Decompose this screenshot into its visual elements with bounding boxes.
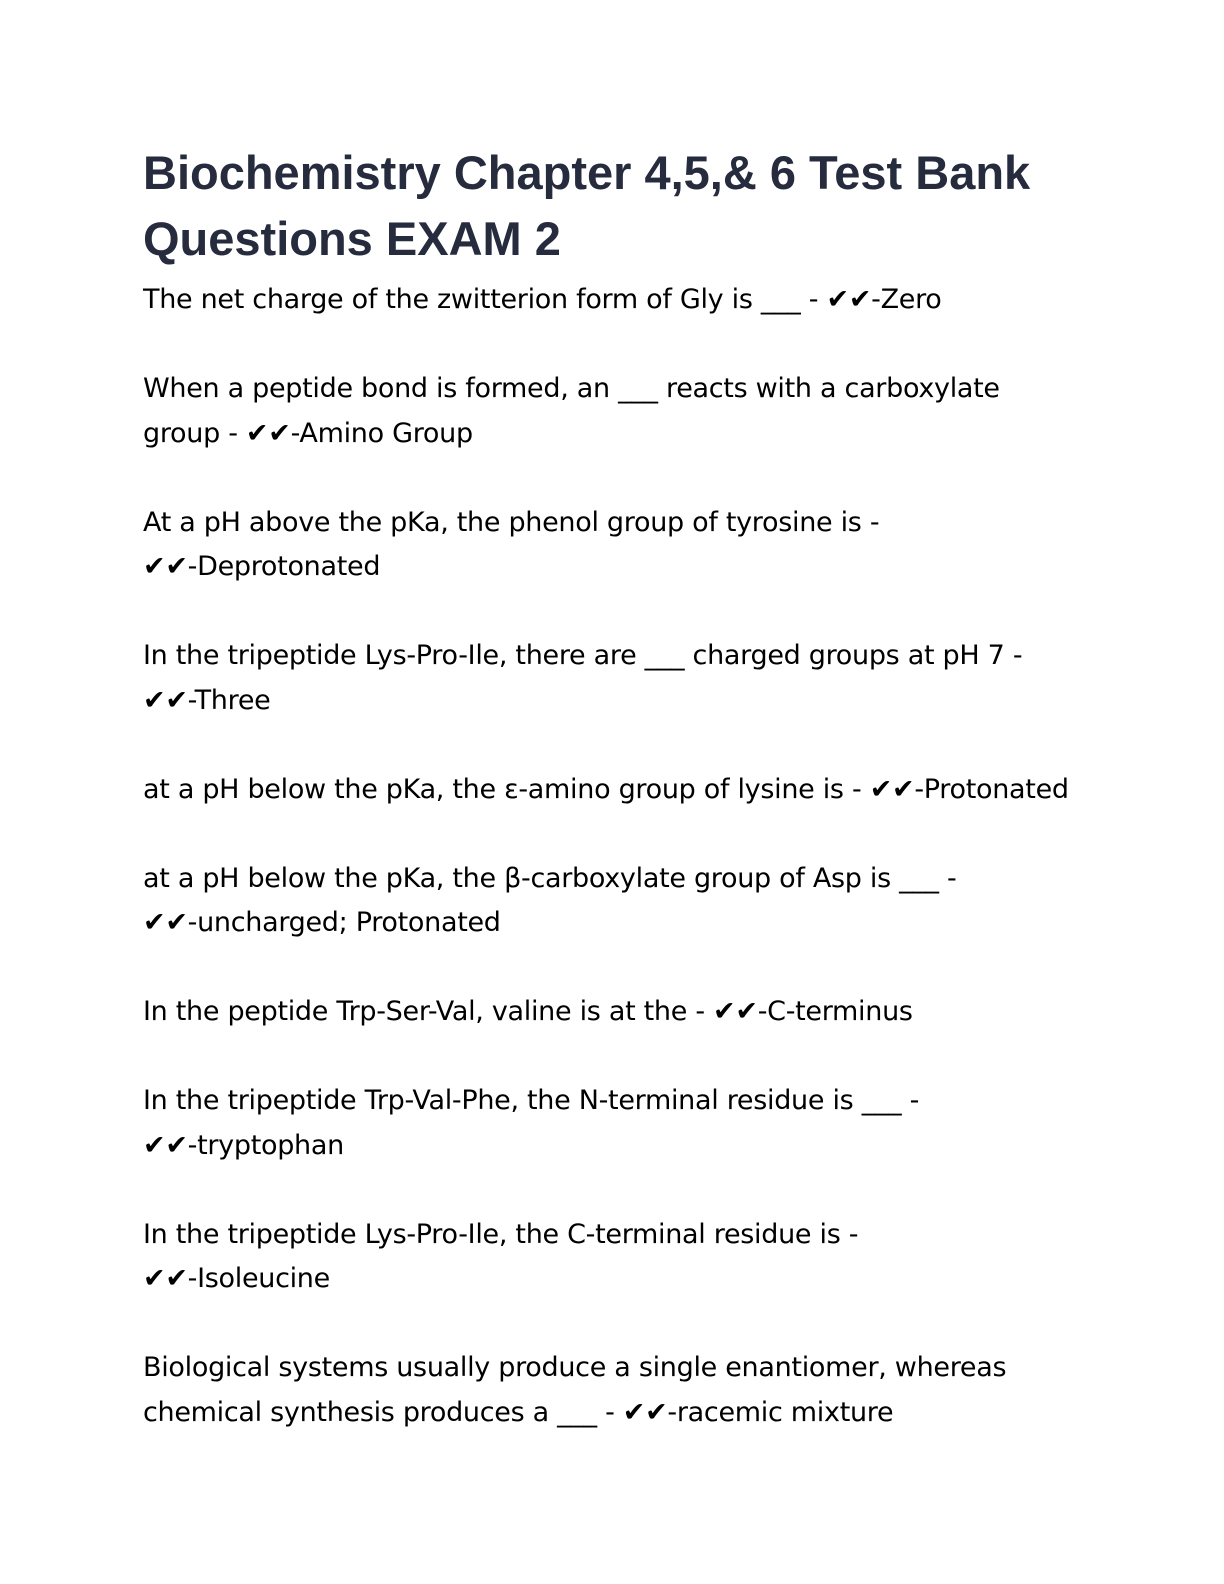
- question-item: [143, 990, 1103, 1035]
- question-line: The net charge of the zwitterion form of Gly is ___ - ✔✔-Zero: [143, 284, 942, 315]
- question-line: at a pH below the pKa, the ε-amino group of lysine is - ✔✔-Protonated: [143, 773, 1069, 805]
- question-line: ✔✔-tryptophan: [143, 1129, 344, 1161]
- question-line: chemical synthesis produces a ___ - ✔✔-racemic mixture: [143, 1396, 894, 1428]
- question-item: [143, 634, 1103, 723]
- question-line: at a pH below the pKa, the β-carboxylate group of Asp is ___ -: [143, 862, 957, 894]
- question-line: In the tripeptide Lys-Pro-Ile, the C-terminal residue is -: [143, 1218, 859, 1250]
- question-line: ✔✔-uncharged; Protonated: [143, 907, 501, 938]
- question-line: Biological systems usually produce a single enantiomer, whereas: [143, 1352, 1007, 1383]
- question-line: When a peptide bond is formed, an ___ reacts with a carboxylate: [143, 373, 1000, 404]
- question-item: [143, 278, 1103, 323]
- question-list: [143, 278, 1103, 1435]
- question-item: [143, 1213, 1103, 1302]
- question-line: ✔✔-Deprotonated: [143, 551, 381, 582]
- question-item: [143, 501, 1103, 590]
- question-line: In the tripeptide Lys-Pro-Ile, there are ___ charged groups at pH 7 -: [143, 640, 1023, 671]
- document-title: [143, 140, 1103, 272]
- question-line: In the tripeptide Trp-Val-Phe, the N-terminal residue is ___ -: [143, 1085, 920, 1116]
- question-line: In the peptide Trp-Ser-Val, valine is at the - ✔✔-C-terminus: [143, 996, 913, 1027]
- question-item: [143, 1346, 1103, 1435]
- question-line: ✔✔-Isoleucine: [143, 1263, 330, 1294]
- question-item: [143, 367, 1103, 456]
- question-line: group - ✔✔-Amino Group: [143, 417, 473, 449]
- question-item: [143, 768, 1103, 813]
- question-item: [143, 857, 1103, 946]
- document-page: [143, 140, 1103, 1480]
- question-line: At a pH above the pKa, the phenol group of tyrosine is -: [143, 506, 880, 538]
- title-line-2: Questions EXAM 2: [143, 212, 561, 265]
- question-line: ✔✔-Three: [143, 684, 271, 716]
- title-line-1: Biochemistry Chapter 4,5,& 6 Test Bank: [143, 146, 1031, 199]
- question-item: [143, 1079, 1103, 1168]
